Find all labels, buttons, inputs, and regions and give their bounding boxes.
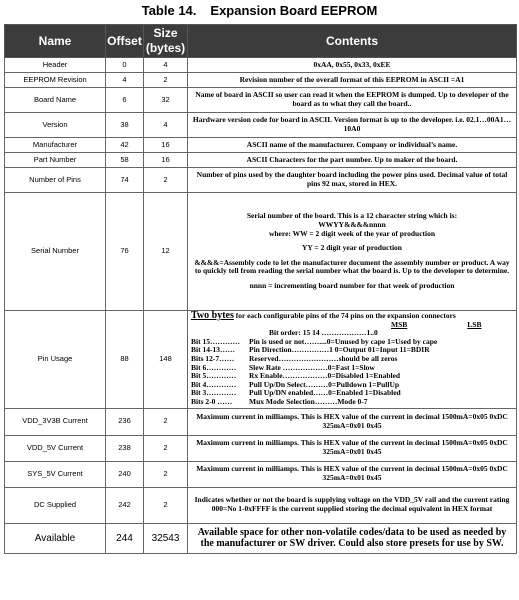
row-contents: Hardware version code for board in ASCII. Version format is up to the developer. i.e. 02.1…00A1…10A0	[188, 113, 517, 138]
row-offset: 244	[106, 523, 144, 553]
row-contents: ASCII Characters for the part number. Up to maker of the board.	[188, 153, 517, 168]
table-caption	[0, 3, 519, 18]
serial-line: where: WW = 2 digit week of the year of production	[268, 228, 436, 238]
bit-desc: Pin is used or not……....0=Unused by cape 1=Used by cape	[249, 336, 438, 346]
bit-label: Bit 3…………	[191, 388, 237, 398]
row-name: Serial Number	[5, 193, 106, 311]
row-size: 2	[144, 487, 188, 523]
row-offset: 58	[106, 153, 144, 168]
pin-usage-intro-bold: Two bytes	[191, 310, 234, 321]
row-size: 4	[144, 58, 188, 73]
table-row	[5, 311, 517, 409]
row-contents: Name of board in ASCII so user can read it when the EEPROM is dumped. Up to developer of the board as to what they call the board..	[188, 88, 517, 113]
bit-desc: Mux Mode Selection………Mode 0-7	[249, 396, 368, 406]
serial-line: Serial number of the board. This is a 12 character string which is:	[246, 211, 458, 221]
header-size-line2: (bytes)	[145, 41, 186, 55]
row-size: 2	[144, 73, 188, 88]
row-contents: Revision number of the overall format of this EEPROM in ASCII =A1	[188, 73, 517, 88]
row-contents: 0xAA, 0x55, 0x33, 0xEE	[188, 58, 517, 73]
table-row	[5, 138, 517, 153]
row-name: DC Supplied	[5, 487, 106, 523]
bit-label: Bits 2-0 ……	[191, 396, 233, 406]
row-size: 16	[144, 153, 188, 168]
table-number: Table 14.	[141, 3, 197, 18]
header-size-line1: Size	[153, 26, 178, 40]
table-row	[5, 523, 517, 553]
bit-desc: Reserved……………………should be all zeros	[249, 353, 398, 363]
table-row	[5, 408, 517, 435]
row-offset: 236	[106, 408, 144, 435]
bit-label: Bit 6…………	[191, 362, 237, 372]
table-row	[5, 168, 517, 193]
row-offset: 242	[106, 487, 144, 523]
table-row	[5, 153, 517, 168]
row-size: 32543	[144, 523, 188, 553]
row-contents: Number of pins used by the daughter board including the power pins used. Decimal value of total pins 92 max, stored in HEX.	[188, 168, 517, 193]
bit-label: Bit 15…………	[191, 336, 240, 346]
row-name: Pin Usage	[5, 311, 106, 409]
row-size: 32	[144, 88, 188, 113]
serial-line: &&&&=Assembly code to let the manufacturer document the assembly number or product. A way to quickly tell from reading the serial number what the board is. Up to the developer to determine.	[194, 257, 510, 276]
table-row	[5, 73, 517, 88]
table-title: Expansion Board EEPROM	[210, 3, 378, 18]
row-offset: 88	[106, 311, 144, 409]
row-size: 2	[144, 461, 188, 487]
row-size: 2	[144, 435, 188, 461]
bit-desc: Pin Direction……………1 0=Output 01=Input 11=BDIR	[249, 345, 430, 355]
bit-desc: Rx Enable………………0=Disabled 1=Enabled	[249, 371, 401, 381]
row-contents: ASCII name of the manufacturer. Company or individual’s name.	[188, 138, 517, 153]
row-size: 2	[144, 168, 188, 193]
row-name: Board Name	[5, 88, 106, 113]
row-offset: 74	[106, 168, 144, 193]
serial-line: nnnn = incrementing board number for that week of production	[249, 280, 455, 290]
row-offset: 238	[106, 435, 144, 461]
serial-number-contents	[188, 193, 517, 311]
row-size: 12	[144, 193, 188, 311]
row-offset: 6	[106, 88, 144, 113]
row-offset: 240	[106, 461, 144, 487]
row-name: Part Number	[5, 153, 106, 168]
row-name: Header	[5, 58, 106, 73]
bit-label: Bit 5…………	[191, 371, 237, 381]
header-contents: Contents	[188, 25, 517, 58]
row-offset: 42	[106, 138, 144, 153]
row-offset: 38	[106, 113, 144, 138]
pin-usage-intro-rest: for each configurable pins of the 74 pins on the expansion connectors	[233, 311, 456, 320]
row-name: Version	[5, 113, 106, 138]
header-row	[5, 25, 517, 58]
row-contents: Maximum current in milliamps. This is HEX value of the current in decimal 1500mA=0x05 0xDC 325mA=0x01 0x45	[188, 435, 517, 461]
row-name: VDD_3V3B Current	[5, 408, 106, 435]
table-row	[5, 113, 517, 138]
pin-usage-contents	[188, 311, 517, 409]
header-name: Name	[5, 25, 106, 58]
table-row	[5, 88, 517, 113]
bit-desc: Slew Rate ………………0=Fast 1=Slow	[249, 362, 375, 372]
row-contents: Indicates whether or not the board is supplying voltage on the VDD_5V rail and the current rating 000=No 1-0xFFFF is the current supplied storing the decimal equivalent in HEX format	[188, 487, 517, 523]
row-name: EEPROM Revision	[5, 73, 106, 88]
row-offset: 76	[106, 193, 144, 311]
msb-label: MSB	[391, 319, 408, 329]
bit-desc: Pull Up/DN enabled……0=Enabled 1=Disabled	[249, 388, 401, 398]
serial-line: WWYY&&&&nnnn	[318, 220, 386, 230]
table-row	[5, 461, 517, 487]
row-name: Available	[5, 523, 106, 553]
eeprom-table	[4, 24, 517, 554]
table-row	[5, 193, 517, 311]
row-offset: 0	[106, 58, 144, 73]
row-name: SYS_5V Current	[5, 461, 106, 487]
bit-order: Bit order: 15 14 ………………1..0	[269, 328, 378, 338]
pin-usage-intro	[191, 312, 513, 321]
row-size: 148	[144, 311, 188, 409]
bit-desc: Pull Up/Dn Select………0=Pulldown 1=PullUp	[249, 379, 400, 389]
table-row	[5, 58, 517, 73]
row-size: 4	[144, 113, 188, 138]
row-size: 16	[144, 138, 188, 153]
bit-label: Bits 12-7……	[191, 353, 235, 363]
row-offset: 4	[106, 73, 144, 88]
bit-label: Bit 4…………	[191, 379, 237, 389]
row-contents: Maximum current in milliamps. This is HEX value of the current in decimal 1500mA=0x05 0xDC 325mA=0x01 0x45	[188, 408, 517, 435]
row-size: 2	[144, 408, 188, 435]
row-name: Manufacturer	[5, 138, 106, 153]
header-offset: Offset	[106, 25, 144, 58]
bit-label: Bit 14-13……	[191, 345, 235, 355]
table-row	[5, 435, 517, 461]
lsb-label: LSB	[467, 319, 482, 329]
row-name: VDD_5V Current	[5, 435, 106, 461]
row-name: Number of Pins	[5, 168, 106, 193]
serial-line: YY = 2 digit year of production	[302, 243, 402, 253]
header-size	[144, 25, 188, 58]
row-contents: Maximum current in milliamps. This is HEX value of the current in decimal 1500mA=0x05 0xDC 325mA=0x01 0x45	[188, 461, 517, 487]
row-contents: Available space for other non-volatile codes/data to be used as needed by the manufacturer or SW driver. Could also store presets for use by SW.	[188, 523, 517, 553]
table-row	[5, 487, 517, 523]
bit-row	[191, 398, 513, 407]
